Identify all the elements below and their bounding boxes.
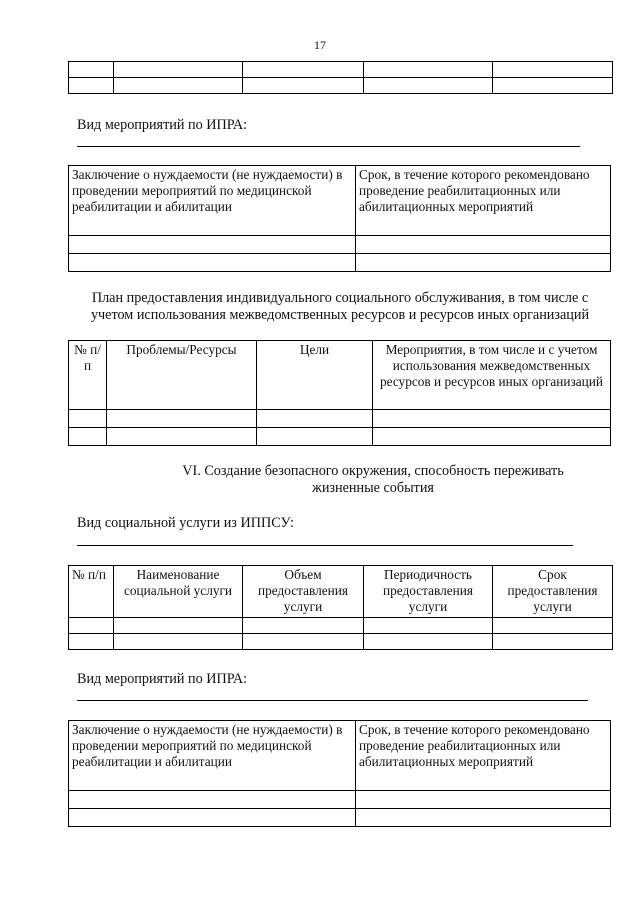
table-cell	[107, 410, 257, 428]
page-number: 17	[314, 38, 326, 52]
section4-heading: Вид мероприятий по ИПРА:	[77, 671, 248, 687]
table-cell	[69, 254, 356, 272]
table-cell	[356, 809, 611, 827]
table-cell	[364, 78, 493, 94]
table-cell	[356, 236, 611, 254]
table-row	[69, 809, 611, 827]
table-row	[69, 618, 613, 634]
table-cell	[69, 78, 114, 94]
table-cell	[243, 78, 364, 94]
section1-heading: Вид мероприятий по ИПРА:	[77, 117, 248, 133]
table-cell	[114, 634, 243, 650]
section1-table	[68, 165, 611, 272]
section2-heading: План предоставления индивидуального социального обслуживания, в том числе с учетом использования межведомственных ресурсов и ресурсов иных организаций	[90, 290, 590, 323]
table-cell	[69, 428, 107, 446]
section3-fill-line	[77, 545, 573, 546]
column-header-measures: Мероприятия, в том числе и с учетом использования межведомственных ресурсов и ресурсов иных организаций	[373, 341, 611, 410]
column-header-problems: Проблемы/Ресурсы	[107, 341, 257, 410]
table-row	[69, 428, 611, 446]
table-cell	[493, 78, 613, 94]
table-header-row	[69, 566, 613, 618]
table-cell	[69, 634, 114, 650]
table-cell	[373, 428, 611, 446]
table-row	[69, 410, 611, 428]
table-row	[69, 236, 611, 254]
section3-heading: Вид социальной услуги из ИППСУ:	[77, 515, 294, 531]
table-cell	[69, 410, 107, 428]
table-cell	[364, 634, 493, 650]
column-header-goals: Цели	[257, 341, 373, 410]
table-cell	[243, 634, 364, 650]
table-cell	[364, 62, 493, 78]
column-header-need: Заключение о нуждаемости (не нуждаемости) в проведении мероприятий по медицинской реабилитации и абилитации	[69, 166, 356, 236]
table-cell	[243, 62, 364, 78]
column-header-term: Срок, в течение которого рекомендовано проведение реабилитационных или абилитационных мероприятий	[356, 166, 611, 236]
column-header-term: Срок предоставления услуги	[493, 566, 613, 618]
table-header-row	[69, 721, 611, 791]
table-row	[69, 791, 611, 809]
table-header-row	[69, 166, 611, 236]
section1-fill-line	[77, 146, 580, 147]
column-header-number: № п/п	[69, 341, 107, 410]
table-row	[69, 78, 613, 94]
table-header-row	[69, 341, 611, 410]
table-cell	[373, 410, 611, 428]
table-cell	[69, 791, 356, 809]
section3-table	[68, 565, 613, 650]
table-cell	[257, 410, 373, 428]
table-cell	[493, 634, 613, 650]
section4-table	[68, 720, 611, 827]
table-cell	[356, 254, 611, 272]
table-cell	[257, 428, 373, 446]
table-cell	[114, 62, 243, 78]
section4-fill-line	[77, 700, 588, 701]
section2-table	[68, 340, 611, 446]
column-header-need: Заключение о нуждаемости (не нуждаемости) в проведении мероприятий по медицинской реабилитации и абилитации	[69, 721, 356, 791]
table-cell	[69, 618, 114, 634]
table-cell	[243, 618, 364, 634]
table-cell	[493, 62, 613, 78]
column-header-volume: Объем предоставления услуги	[243, 566, 364, 618]
table-row	[69, 634, 613, 650]
table-cell	[356, 791, 611, 809]
column-header-service-name: Наименование социальной услуги	[114, 566, 243, 618]
table-cell	[114, 618, 243, 634]
column-header-number: № п/п	[69, 566, 114, 618]
table-cell	[69, 62, 114, 78]
table-cell	[114, 78, 243, 94]
section3-title: VI. Создание безопасного окружения, способность переживать жизненные события	[182, 463, 564, 496]
table-cell	[69, 809, 356, 827]
table-row	[69, 254, 611, 272]
table-cell	[107, 428, 257, 446]
table-cell	[364, 618, 493, 634]
continued-table	[68, 61, 613, 94]
table-cell	[69, 236, 356, 254]
table-cell	[493, 618, 613, 634]
column-header-term: Срок, в течение которого рекомендовано проведение реабилитационных или абилитационных мероприятий	[356, 721, 611, 791]
table-row	[69, 62, 613, 78]
column-header-periodicity: Периодичность предоставления услуги	[364, 566, 493, 618]
